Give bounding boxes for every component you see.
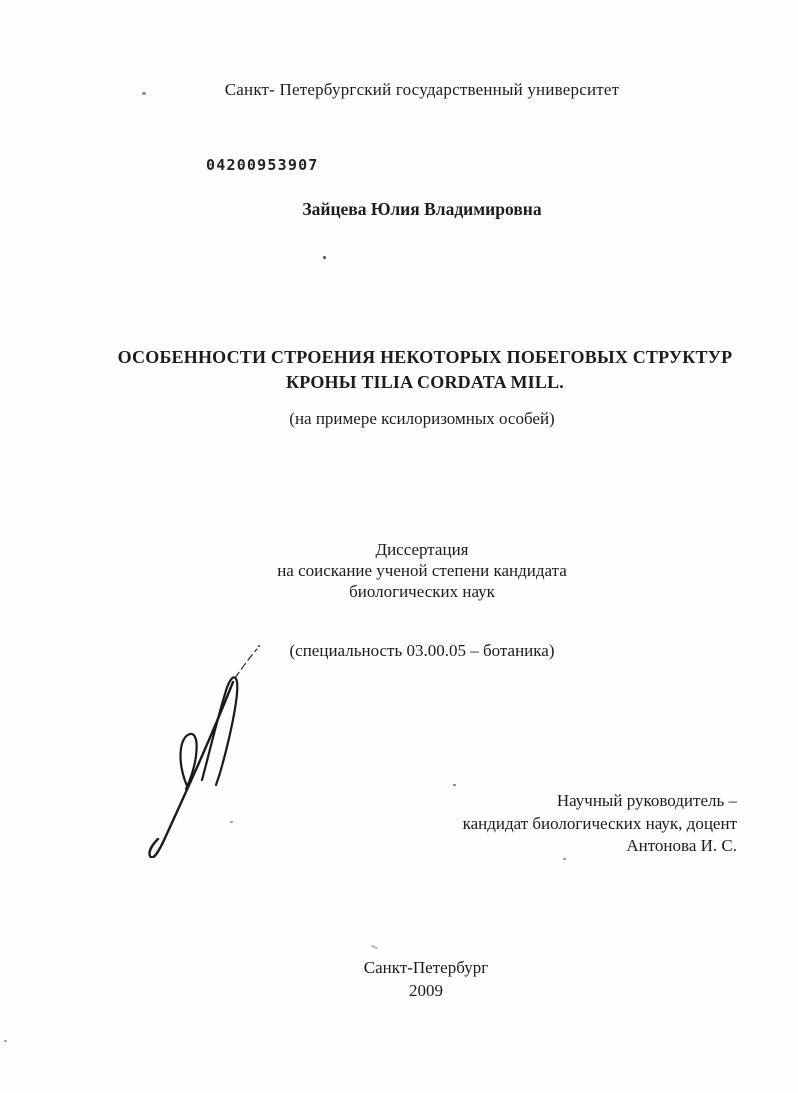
supervisor-block <box>463 790 737 858</box>
thesis-type-line-3: биологических наук <box>349 582 495 601</box>
scan-speck <box>371 945 378 950</box>
supervisor-line-1: Научный руководитель – <box>556 791 737 810</box>
title-line-2: КРОНЫ TILIA CORDATA MILL. <box>286 372 564 392</box>
thesis-type-block <box>46 539 798 602</box>
thesis-type-line-1: Диссертация <box>375 540 469 559</box>
scan-speck <box>4 1040 7 1042</box>
scan-speck <box>142 92 146 95</box>
title-subtitle: (на примере ксилоризомных особей) <box>289 409 555 428</box>
catalog-number: 04200953907 <box>206 156 319 174</box>
scan-speck <box>563 858 566 860</box>
title-line-1: ОСОБЕННОСТИ СТРОЕНИЯ НЕКОТОРЫХ ПОБЕГОВЫХ СТРУКТУР <box>117 347 733 367</box>
supervisor-line-3: Антонова И. С. <box>626 836 737 855</box>
supervisor-line-2: кандидат биологических наук, доцент <box>462 813 737 833</box>
imprint-city: Санкт-Петербург <box>363 958 489 977</box>
author-name: Зайцева Юлия Владимировна <box>302 199 542 219</box>
scan-speck <box>453 784 456 786</box>
imprint-block <box>50 956 798 1002</box>
scan-speck <box>323 256 326 259</box>
specialty-line: (специальность 03.00.05 – ботаника) <box>289 641 555 660</box>
handwritten-signature <box>146 642 262 858</box>
scan-speck <box>230 821 233 823</box>
imprint-year: 2009 <box>409 981 443 1000</box>
thesis-type-line-2: на соискание ученой степени кандидата <box>277 561 567 580</box>
dissertation-title <box>52 345 798 395</box>
university-name: Санкт- Петербургский государственный университет <box>224 80 620 99</box>
